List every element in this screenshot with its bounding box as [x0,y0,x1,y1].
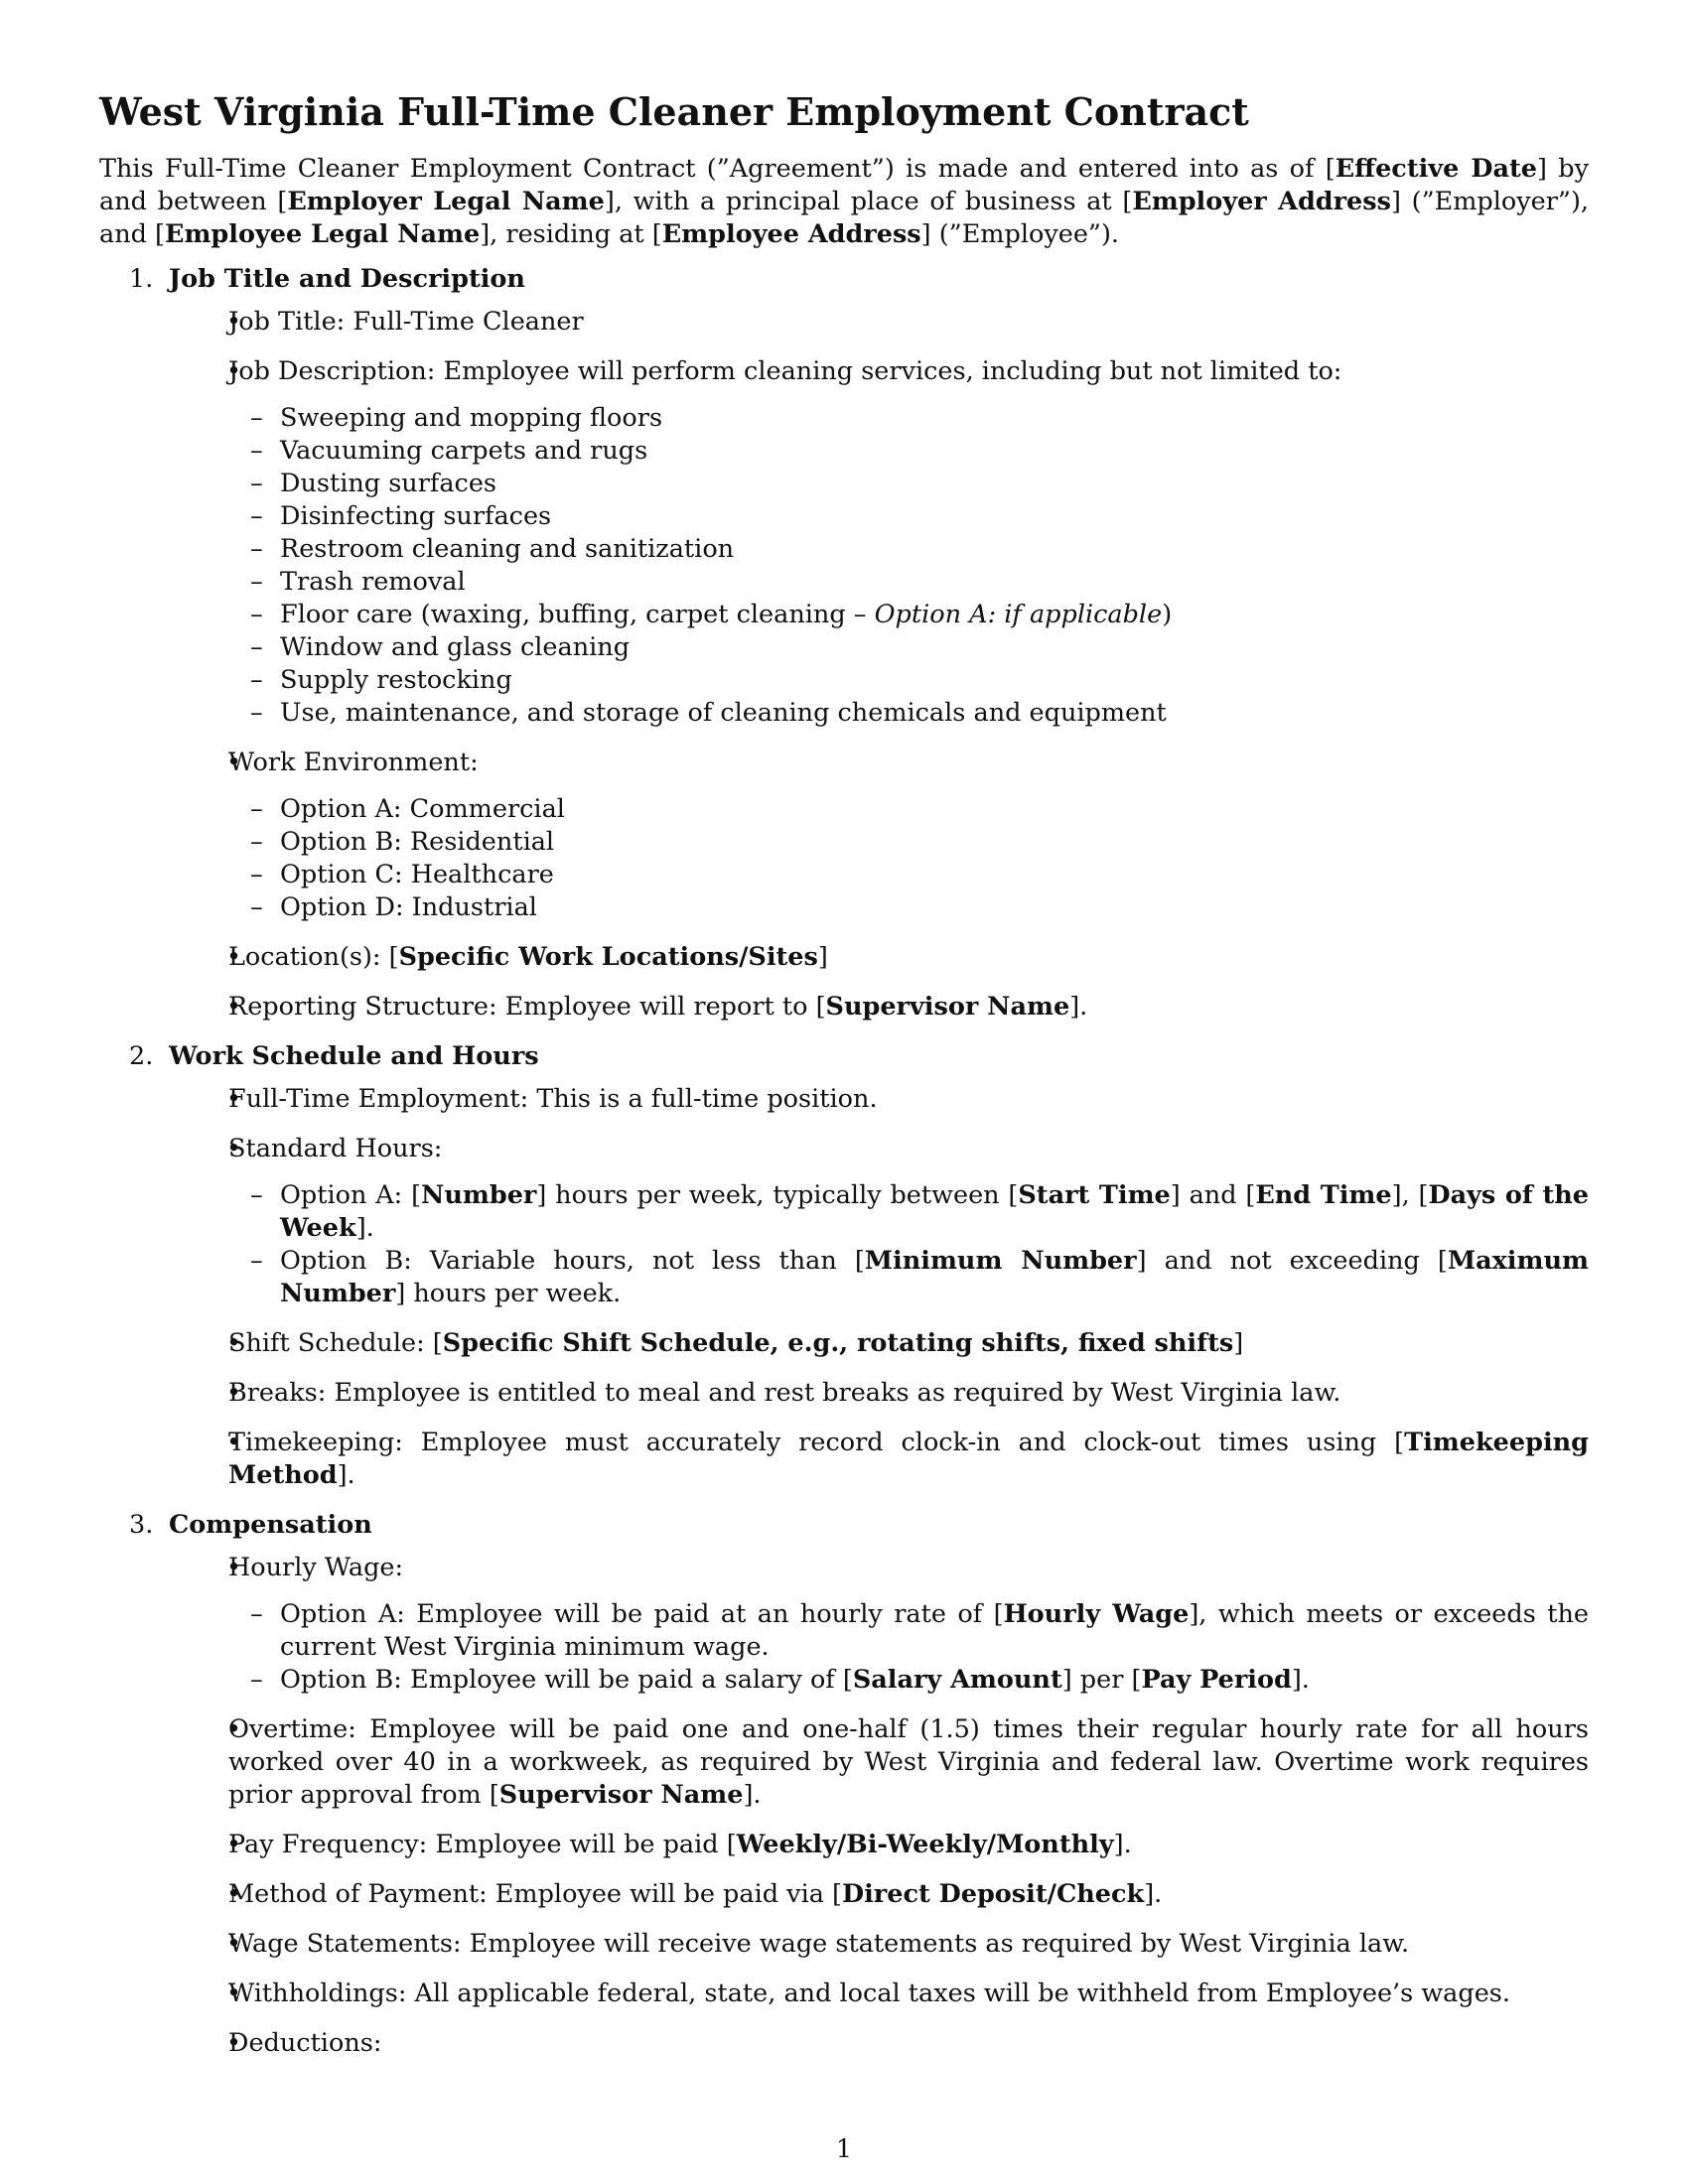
placeholder-salary: Salary Amount [852,1665,1062,1695]
list-item-text: ) [1162,600,1173,629]
bullet-text: • Full-Time Employment: This is a full-time position. [228,1084,878,1114]
placeholder-days: Days of the Week [280,1180,1590,1243]
list-item: – Option B: Residential [280,826,1589,859]
duties-list [169,402,1589,730]
list-item: – Supply restocking [280,664,1589,697]
placeholder-timekeeping: Timekeeping Method [228,1428,1589,1490]
bullet-text: Work Environment: [228,748,479,777]
placeholder-employer-address: Employer Address [1132,187,1391,216]
list-item-option-b [280,1245,1589,1310]
bullet-content [228,1829,1589,1861]
bullet-payment-method [169,1878,1589,1911]
section-number: 3. [129,1510,154,1540]
intro-text: ], residing at [ [480,219,662,249]
placeholder-minimum: Minimum Number [864,1246,1137,1276]
intro-text: ], with a principal place of business at [ [604,187,1133,216]
bullet-content [228,1427,1589,1492]
bullet-text: ]. [1069,992,1088,1022]
intro-text: This Full-Time Cleaner Employment Contract (”Agreement”) is made and entered into as of [ [99,154,1336,184]
bullet-content [228,1552,1589,1697]
placeholder-payment-method: Direct Deposit/Check [841,1879,1145,1909]
section-compensation [99,1509,1589,2060]
bullet-content [228,1133,1589,1310]
placeholder-supervisor: Supervisor Name [498,1780,744,1810]
bullet-withholdings [169,1978,1589,2010]
bullet-text: ] [817,942,828,972]
option-text: ] per [ [1061,1665,1142,1695]
bullet-text: Job Description: Employee will perform cleaning services, including but not limited to: [228,356,1342,386]
bullet-text: Reporting Structure: Employee will report to [ [228,992,826,1022]
section-bullets [169,1552,1589,2060]
placeholder-pay-period: Pay Period [1141,1665,1292,1695]
bullet-text: ] [1233,1328,1244,1358]
placeholder-employer-name: Employer Legal Name [287,187,605,216]
bullet-content [228,355,1589,730]
placeholder-employee-address: Employee Address [661,219,921,249]
list-item-text: Floor care (waxing, buffing, carpet cleaning – [280,600,875,629]
bullet-shift-schedule [169,1327,1589,1360]
bullet-work-environment [169,747,1589,924]
bullet-text: • Breaks: Employee is entitled to meal and rest breaks as required by West Virginia law. [228,1378,1341,1408]
option-text: Option B: Employee will be paid a salary of [ [280,1665,853,1695]
option-text: ] and [ [1170,1180,1256,1210]
intro-text: ] by and between [ [99,154,1589,216]
sections-list [99,263,1589,2060]
bullet-content [228,941,1589,974]
section-bullets [169,306,1589,1024]
bullet-text: • Deductions: [228,2028,382,2058]
bullet-reporting [169,991,1589,1024]
option-text: Option A: Employee will be paid at an hourly rate of [ [280,1599,1004,1629]
bullet-standard-hours [169,1133,1589,1310]
bullet-text: • Wage Statements: Employee will receive wage statements as required by West Virginia law. [228,1929,1410,1959]
bullet-locations [169,941,1589,974]
option-text: Option A: [ [280,1180,422,1210]
option-text: ] hours per week, typically between [ [536,1180,1019,1210]
section-title: Work Schedule and Hours [169,1041,539,1071]
bullet-text: • Job Title: Full-Time Cleaner [228,307,584,337]
list-item: – Option C: Healthcare [280,859,1589,891]
intro-text: ] (”Employee”). [920,219,1119,249]
placeholder-supervisor: Supervisor Name [825,992,1070,1022]
option-text: ]. [1291,1665,1310,1695]
placeholder-maximum: Maximum Number [280,1246,1590,1308]
bullet-content [228,1878,1589,1911]
wage-options-list [169,1598,1589,1697]
placeholder-effective-date: Effective Date [1335,154,1538,184]
bullet-wage-statements [169,1928,1589,1961]
bullet-pay-frequency [169,1829,1589,1861]
list-item: – Use, maintenance, and storage of cleaning chemicals and equipment [280,697,1589,730]
section-title: Compensation [169,1510,372,1540]
bullet-text: Timekeeping: Employee must accurately record clock-in and clock-out times using [ [228,1428,1405,1457]
option-text: ], which meets or exceeds the current West Virginia minimum wage. [280,1599,1589,1662]
bullet-text: • Withholdings: All applicable federal, state, and local taxes will be withheld from Employee’s wages. [228,1979,1510,2008]
bullet-text: Overtime: Employee will be paid one and one-half (1.5) times their regular hourly rate for all hours worked over 40 in a workweek, as required by West Virginia and federal law. Overtime work requires prior approval from [ [228,1714,1589,1810]
list-item-option: Option A: if applicable [874,600,1163,629]
list-item-option-b [280,1664,1589,1697]
placeholder-end-time: End Time [1255,1180,1392,1210]
list-item: – Window and glass cleaning [280,631,1589,664]
bullet-content [228,991,1589,1024]
hours-options-list [169,1179,1589,1310]
bullet-text: Pay Frequency: Employee will be paid [ [228,1830,737,1859]
placeholder-locations: Specific Work Locations/Sites [398,942,818,972]
list-item: – Option A: Commercial [280,793,1589,826]
section-number: 2. [129,1041,154,1071]
list-item: – Option D: Industrial [280,891,1589,924]
intro-paragraph [99,153,1589,251]
section-bullets [169,1083,1589,1492]
bullet-text: Hourly Wage: [228,1553,404,1582]
list-item-option-a [280,1598,1589,1664]
placeholder-number: Number [421,1180,537,1210]
intro-text: ] (”Employer”), and [ [99,187,1590,249]
placeholder-shift: Specific Shift Schedule, e.g., rotating shifts, fixed shifts [442,1328,1234,1358]
bullet-text: ]. [743,1780,762,1810]
placeholder-start-time: Start Time [1018,1180,1171,1210]
list-item: – Trash removal [280,566,1589,599]
section-work-schedule [99,1040,1589,1492]
bullet-breaks [169,1377,1589,1410]
document-title: West Virginia Full-Time Cleaner Employment Contract [99,89,1249,134]
bullet-overtime [169,1713,1589,1812]
option-text: ] hours per week. [395,1279,622,1308]
section-job-title [99,263,1589,1024]
section-number: 1. [129,264,154,294]
option-text: Option B: Variable hours, not less than [ [280,1246,865,1276]
option-text: ] and not exceeding [ [1136,1246,1448,1276]
list-item: – Vacuuming carpets and rugs [280,435,1589,468]
placeholder-employee-name: Employee Legal Name [165,219,481,249]
list-item-floor-care [280,599,1589,631]
list-item: – Dusting surfaces [280,468,1589,500]
list-item: – Restroom cleaning and sanitization [280,533,1589,566]
section-title: Job Title and Description [169,264,525,294]
bullet-text: ]. [1144,1879,1163,1909]
list-item: – Sweeping and mopping floors [280,402,1589,435]
option-text: ]. [355,1213,374,1243]
list-item-option-a [280,1179,1589,1245]
placeholder-pay-frequency: Weekly/Bi-Weekly/Monthly [736,1830,1114,1859]
bullet-deductions [169,2027,1589,2060]
placeholder-hourly-wage: Hourly Wage [1003,1599,1190,1629]
bullet-text: ]. [337,1460,355,1490]
bullet-content [228,1713,1589,1812]
bullet-text: Standard Hours: [228,1134,443,1163]
bullet-job-title [169,306,1589,339]
option-text: ], [ [1391,1180,1429,1210]
list-item: – Disinfecting surfaces [280,500,1589,533]
bullet-timekeeping [169,1427,1589,1492]
environment-list [169,793,1589,924]
bullet-content [228,747,1589,924]
page-number: 1 [835,2134,853,2164]
document-page [99,79,1589,2077]
bullet-job-description [169,355,1589,730]
bullet-hourly-wage [169,1552,1589,1697]
bullet-text: Shift Schedule: [ [228,1328,443,1358]
bullet-text: Location(s): [ [228,942,399,972]
bullet-full-time [169,1083,1589,1116]
bullet-content [228,1327,1589,1360]
bullet-text: ]. [1113,1830,1132,1859]
bullet-text: Method of Payment: Employee will be paid via [ [228,1879,842,1909]
